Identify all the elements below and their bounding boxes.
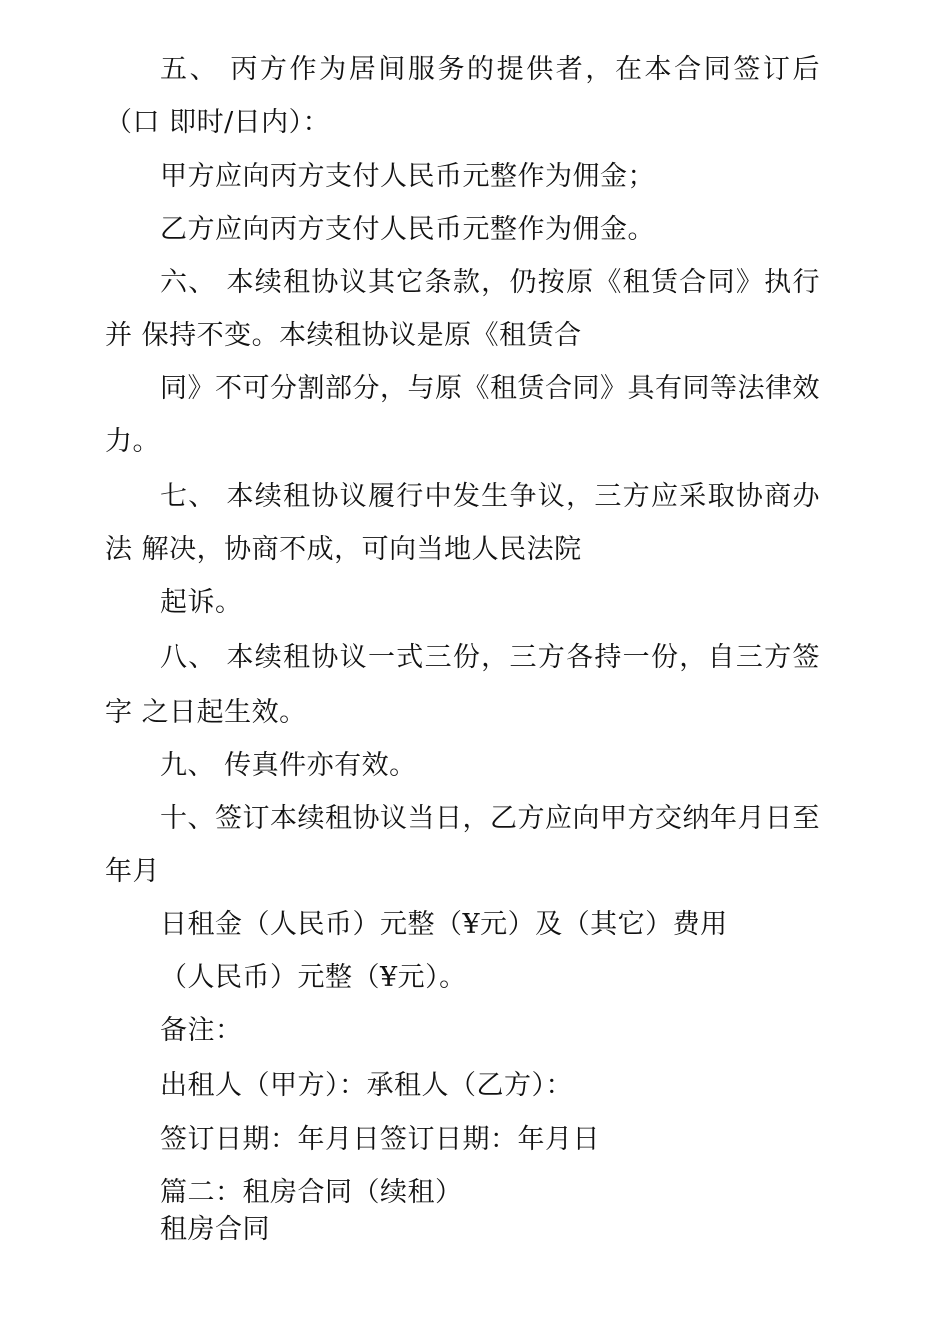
clause-7-line-1: 七、 本续租协议履行中发生争议，三方应采取协商办 <box>160 481 820 512</box>
section-heading: 篇二：租房合同（续租） <box>160 1177 463 1208</box>
clause-7-line-3: 起诉。 <box>160 587 243 618</box>
clause-6-line-2: 并 保持不变。本续租协议是原《租赁合 <box>105 320 582 351</box>
clause-10-line-1: 十、签订本续租协议当日，乙方应向甲方交纳年月日至 <box>160 803 820 834</box>
clause-10-line-2: 年月 <box>105 856 160 887</box>
signing-dates-line: 签订日期：年月日签订日期：年月日 <box>160 1124 600 1155</box>
clause-6-line-3: 同》不可分割部分，与原《租赁合同》具有同等法律效 <box>160 373 820 404</box>
clause-5-line-2: （口 即时/日内）： <box>105 107 331 138</box>
clause-6-line-4: 力。 <box>105 426 160 457</box>
clause-9: 九、 传真件亦有效。 <box>160 750 417 781</box>
clause-10-line-4: （人民币）元整（¥元）。 <box>160 962 467 993</box>
clause-8-line-2: 字 之日起生效。 <box>105 697 307 728</box>
contract-title: 租房合同 <box>160 1214 270 1245</box>
party-a-commission: 甲方应向丙方支付人民币元整作为佣金； <box>160 161 655 192</box>
clause-5-line-1: 五、 丙方作为居间服务的提供者，在本合同签订后 <box>160 54 820 85</box>
clause-6-line-1: 六、 本续租协议其它条款，仍按原《租赁合同》执行 <box>160 267 820 298</box>
signatories-line: 出租人（甲方）：承租人（乙方）： <box>160 1070 573 1101</box>
remarks-label: 备注： <box>160 1015 243 1046</box>
clause-8-line-1: 八、 本续租协议一式三份，三方各持一份，自三方签 <box>160 642 820 673</box>
clause-10-line-3: 日租金（人民币）元整（¥元）及（其它）费用 <box>160 909 728 940</box>
party-b-commission: 乙方应向丙方支付人民币元整作为佣金。 <box>160 214 655 245</box>
clause-7-line-2: 法 解决，协商不成，可向当地人民法院 <box>105 534 582 565</box>
